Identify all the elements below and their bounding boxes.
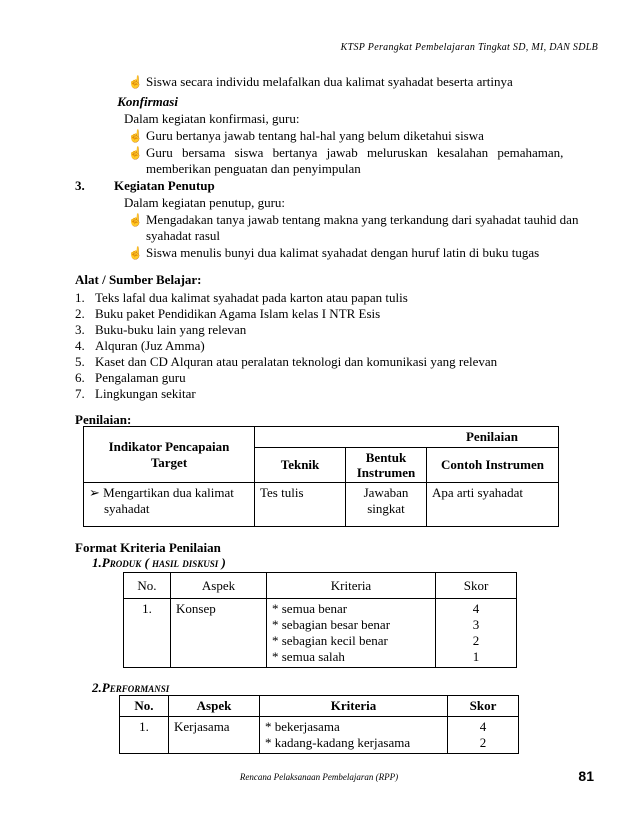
pointing-hand-icon: ☝: [128, 213, 143, 227]
header-teknik: Teknik: [255, 448, 346, 483]
list-item: [75, 370, 186, 386]
konfirmasi-intro: Dalam kegiatan konfirmasi, guru:: [124, 111, 300, 126]
list-item: [128, 145, 564, 161]
skor-item: 4: [472, 601, 480, 616]
skor-item: 2: [479, 735, 487, 750]
list-item: [75, 290, 408, 306]
list-item-text: Siswa menulis bunyi dua kalimat syahadat dengan huruf latin di buku tugas: [146, 245, 540, 260]
cell-skor: [436, 599, 517, 668]
cell-teknik: Tes tulis: [255, 483, 346, 527]
list-item-text: Pengalaman guru: [95, 370, 186, 385]
header-contoh: Contoh Instrumen: [427, 448, 559, 483]
cell-bentuk: [346, 483, 427, 527]
list-number: 7.: [75, 386, 85, 401]
cell-aspek: Konsep: [171, 599, 267, 668]
list-number: 5.: [75, 354, 85, 369]
cell-kriteria: [260, 717, 448, 754]
skor-item: 1: [472, 649, 480, 664]
list-item-text: Mengadakan tanya jawab tentang makna yang terkandung dari syahadat tauhid dan: [146, 212, 579, 227]
skor-item: 2: [472, 633, 480, 648]
page-footer: Rencana Pelaksanaan Pembelajaran (RPP): [239, 772, 399, 782]
header-kriteria: Kriteria: [260, 696, 448, 717]
produk-table: [123, 572, 517, 668]
list-item-text: Siswa secara individu melafalkan dua kalimat syahadat beserta artinya: [146, 74, 513, 89]
section-number: 3.: [75, 178, 85, 193]
cell-contoh: Apa arti syahadat: [427, 483, 559, 527]
penilaian-title: Penilaian:: [75, 412, 132, 427]
list-item-continuation: syahadat rasul: [146, 228, 221, 243]
list-item-text: Lingkungan sekitar: [95, 386, 196, 401]
cell-skor: [448, 717, 519, 754]
list-item: [128, 74, 513, 90]
cell-no: 1.: [120, 717, 169, 754]
header-bentuk-line2: Instrumen: [356, 465, 416, 480]
list-item-continuation: memberikan penguatan dan penyimpulan: [146, 161, 361, 176]
bentuk-line2: singkat: [367, 501, 405, 516]
kriteria-item: * semua benar: [272, 601, 348, 616]
page-number: 81: [578, 768, 594, 784]
kriteria-item: * semua salah: [272, 649, 345, 664]
header-bentuk-line1: Bentuk: [365, 450, 407, 465]
list-item: [128, 212, 578, 228]
list-number: 3.: [75, 322, 85, 337]
kriteria-item: * kadang-kadang kerjasama: [265, 735, 411, 750]
cell-kriteria: [267, 599, 436, 668]
header-aspek: Aspek: [171, 573, 267, 599]
format-title: Format Kriteria Penilaian: [75, 540, 221, 555]
cell-aspek: Kerjasama: [169, 717, 260, 754]
running-header: KTSP Perangkat Pembelajaran Tingkat SD, MI, DAN SDLB: [340, 42, 598, 53]
list-item-text: Buku-buku lain yang relevan: [95, 322, 247, 337]
list-item-text: Kaset dan CD Alquran atau peralatan teknologi dan komunikasi yang relevan: [95, 354, 498, 369]
skor-item: 4: [479, 719, 487, 734]
indikator-line2: syahadat: [104, 501, 150, 516]
header-bentuk: [346, 448, 427, 483]
list-item-text: Guru bertanya jawab tentang hal-hal yang belum diketahui siswa: [146, 128, 484, 143]
header-skor: Skor: [436, 573, 517, 599]
bentuk-line1: Jawaban: [363, 485, 409, 500]
list-item: [75, 322, 246, 338]
list-item: [75, 386, 196, 402]
performansi-title: 2.Performansi: [92, 680, 170, 695]
kriteria-item: * sebagian kecil benar: [272, 633, 388, 648]
konfirmasi-title: Konfirmasi: [117, 94, 178, 109]
list-number: 4.: [75, 338, 85, 353]
header-indikator: Indikator Pencapaian Target: [84, 427, 255, 483]
list-item-text: Teks lafal dua kalimat syahadat pada karton atau papan tulis: [95, 290, 408, 305]
pointing-hand-icon: ☝: [128, 75, 143, 89]
list-item: [75, 338, 205, 354]
header-aspek: Aspek: [169, 696, 260, 717]
header-penilaian: Penilaian: [255, 427, 559, 448]
pointing-hand-icon: ☝: [128, 129, 143, 143]
cell-indikator: [84, 483, 255, 527]
kriteria-item: * bekerjasama: [265, 719, 340, 734]
pointing-hand-icon: ☝: [128, 146, 143, 160]
header-no: No.: [124, 573, 171, 599]
arrow-bullet-icon: ➢: [89, 485, 100, 500]
table-row: [84, 483, 559, 527]
skor-item: 3: [472, 617, 480, 632]
list-item: [128, 128, 484, 144]
list-item: [75, 354, 497, 370]
list-number: 1.: [75, 290, 85, 305]
header-kriteria: Kriteria: [267, 573, 436, 599]
produk-title: 1.Produk ( hasil diskusi ): [92, 555, 226, 570]
indikator-line1: Mengartikan dua kalimat: [103, 485, 234, 500]
kriteria-item: * sebagian besar benar: [272, 617, 391, 632]
penutup-title: Kegiatan Penutup: [114, 178, 215, 193]
list-item: [75, 306, 380, 322]
header-skor: Skor: [448, 696, 519, 717]
penutup-intro: Dalam kegiatan penutup, guru:: [124, 195, 286, 210]
table-row: [124, 599, 517, 668]
list-number: 2.: [75, 306, 85, 321]
list-item-text: Guru bersama siswa bertanya jawab meluruskan kesalahan pemahaman,: [146, 145, 564, 160]
cell-no: 1.: [124, 599, 171, 668]
section-heading: [104, 94, 178, 110]
list-number: 6.: [75, 370, 85, 385]
pointing-hand-icon: ☝: [128, 246, 143, 260]
table-row: [120, 717, 519, 754]
header-no: No.: [120, 696, 169, 717]
performansi-table: [119, 695, 519, 754]
list-item: [128, 245, 539, 261]
list-item-text: Buku paket Pendidikan Agama Islam kelas I NTR Esis: [95, 306, 381, 321]
list-item-text: Alquran (Juz Amma): [95, 338, 205, 353]
penilaian-table: [83, 426, 559, 527]
alat-title: Alat / Sumber Belajar:: [75, 272, 202, 287]
